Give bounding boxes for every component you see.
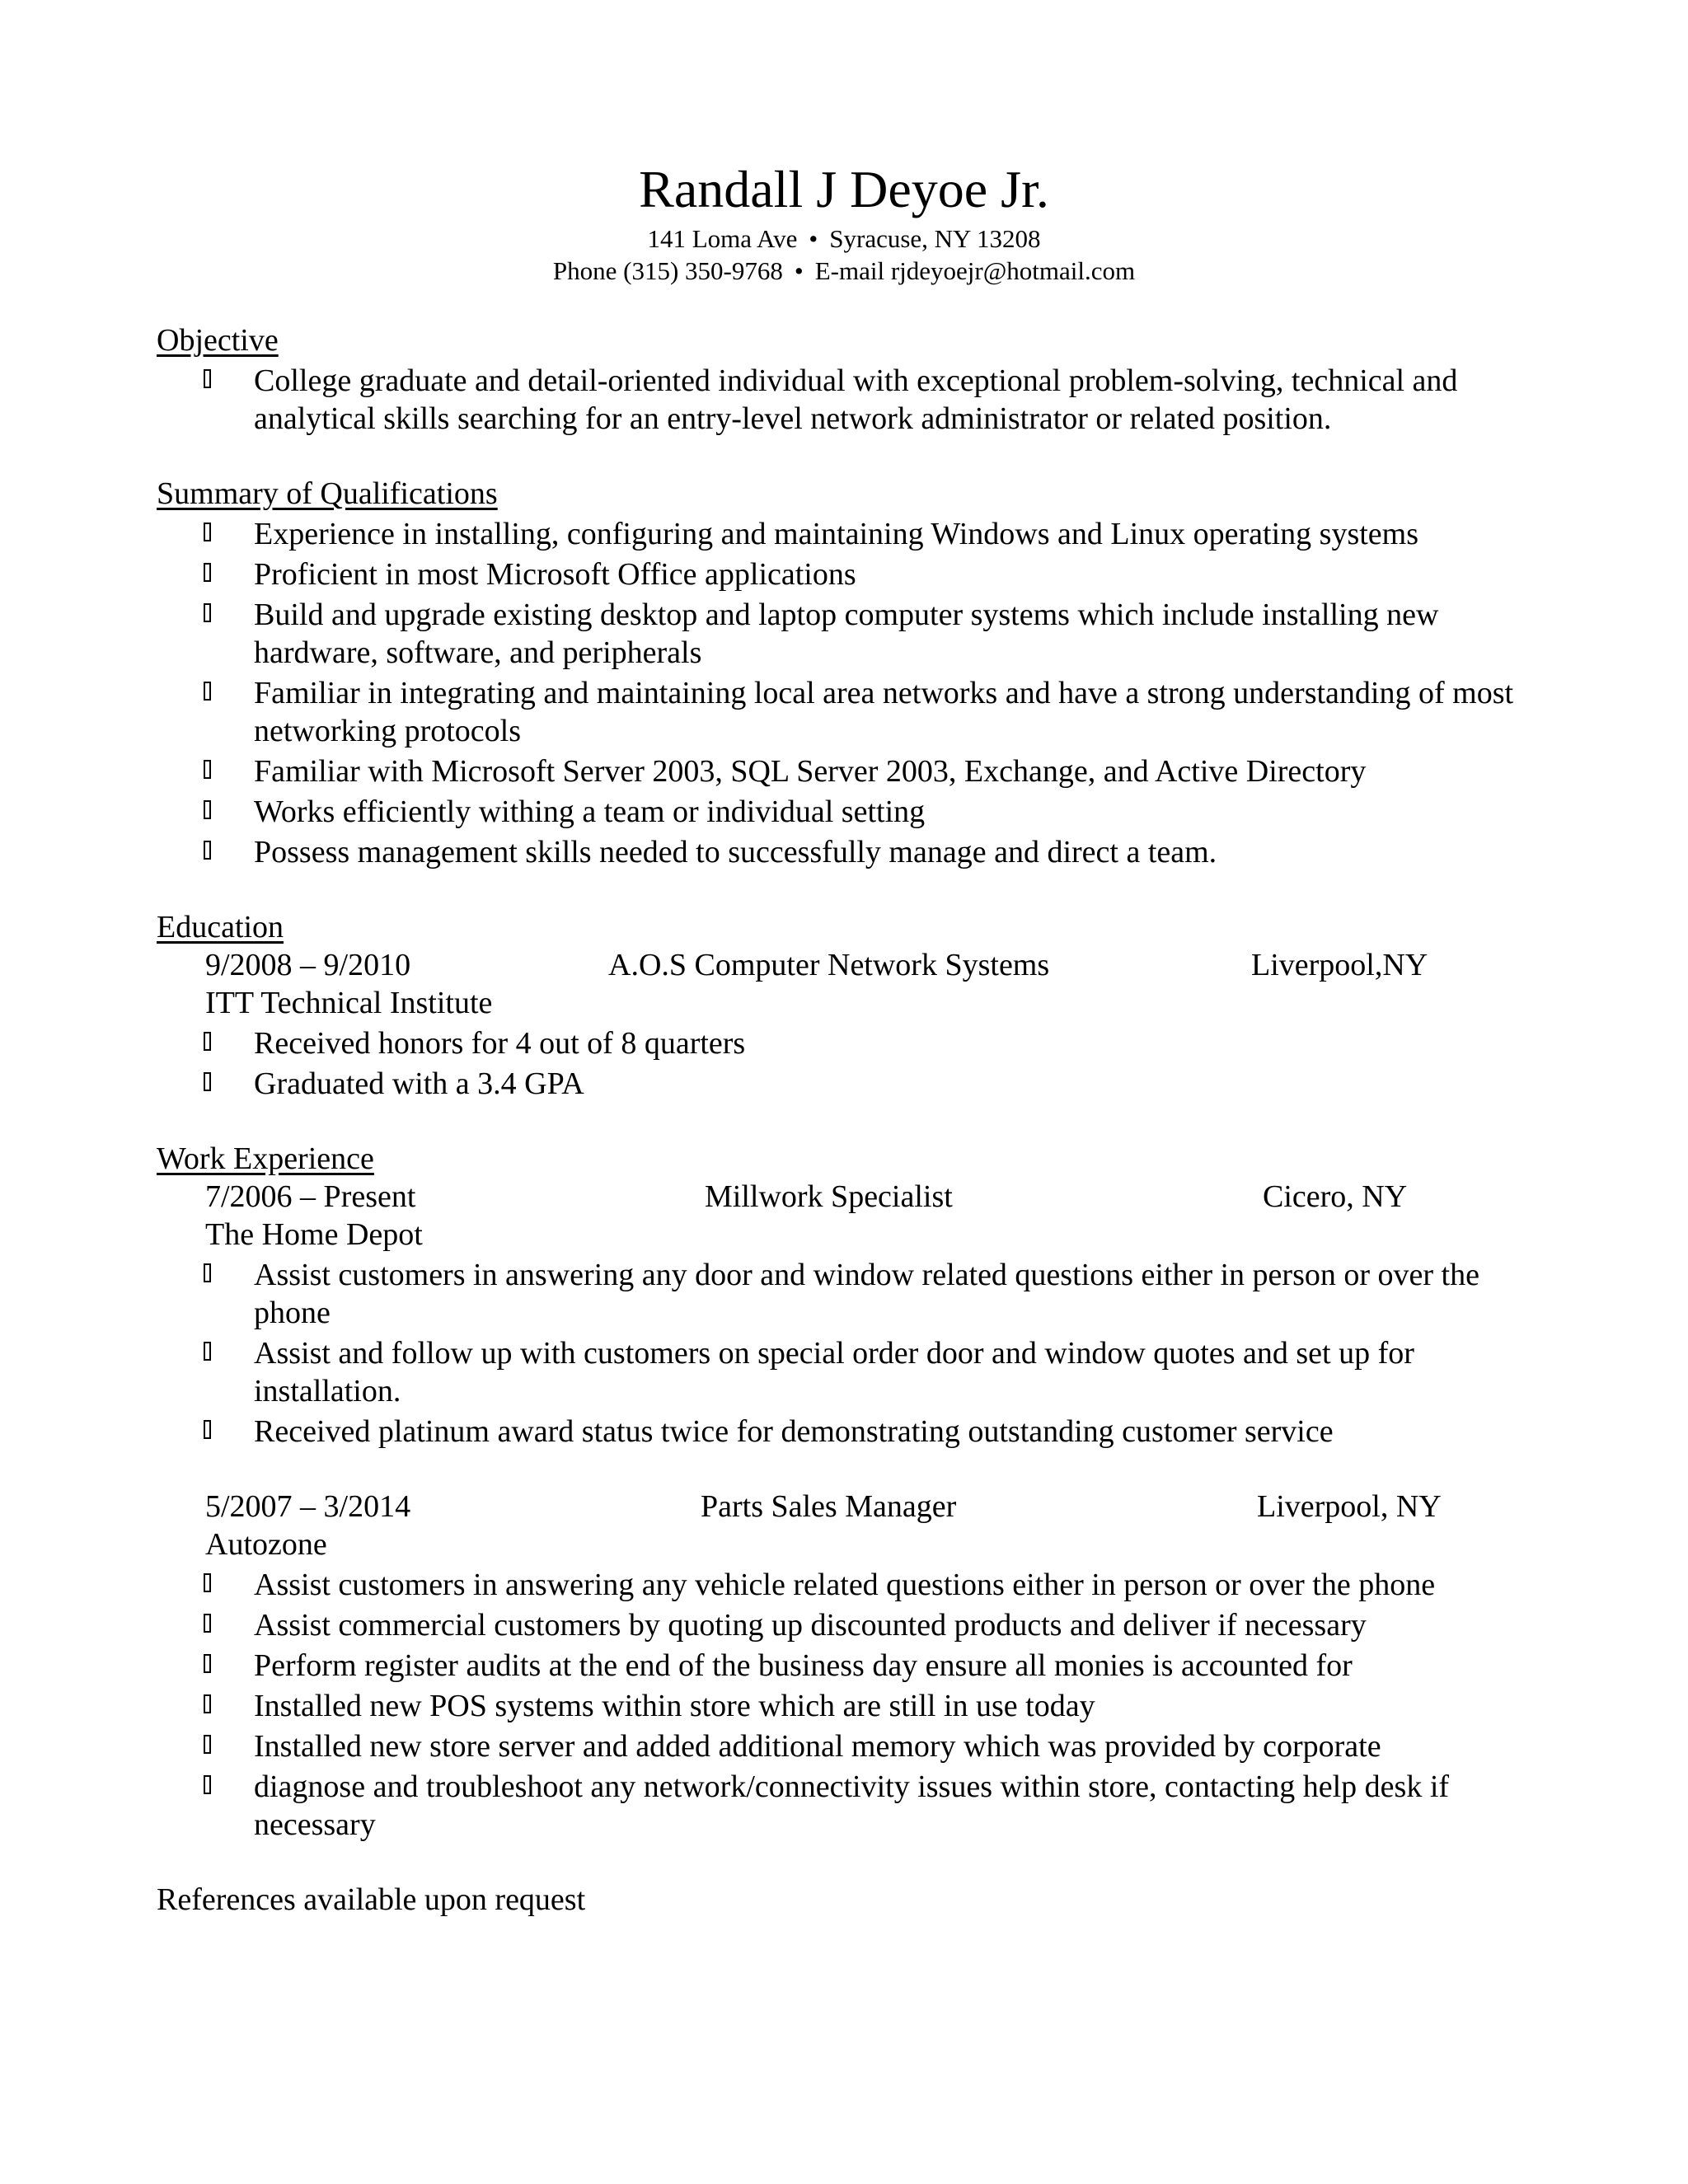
- resume-header: [0, 157, 1688, 287]
- address-line: [0, 223, 1688, 255]
- bullet-box-icon: [204, 1072, 211, 1091]
- list-item-text: Proficient in most Microsoft Office applications: [254, 557, 856, 592]
- list-item: [157, 1647, 1541, 1685]
- list-item: [157, 1687, 1541, 1725]
- qualifications-section: [157, 475, 1541, 871]
- list-item: [157, 833, 1541, 871]
- bullet-box-icon: [204, 1694, 211, 1713]
- section-title-qualifications: Summary of Qualifications: [157, 476, 498, 511]
- list-item-text: Works efficiently withing a team or individual setting: [254, 794, 926, 829]
- bullet-box-icon: [204, 1342, 211, 1361]
- list-item: [157, 1024, 1541, 1062]
- job-dates: 7/2006 – Present: [205, 1179, 416, 1214]
- list-item: [157, 1413, 1541, 1451]
- city-state-zip: Syracuse, NY 13208: [829, 224, 1041, 253]
- list-item: [157, 674, 1541, 750]
- bullet-box-icon: [204, 1573, 211, 1592]
- separator-dot: •: [794, 256, 804, 285]
- bullet-box-icon: [204, 603, 211, 622]
- job-dates: 5/2007 – 3/2014: [205, 1489, 411, 1524]
- list-item-text: diagnose and troubleshoot any network/connectivity issues within store, contacting help desk if necessary: [254, 1769, 1450, 1842]
- list-item-text: Experience in installing, configuring and maintaining Windows and Linux operating systems: [254, 517, 1418, 551]
- candidate-name: Randall J Deyoe Jr.: [639, 160, 1049, 218]
- list-item: [157, 515, 1541, 553]
- education-location: Liverpool,NY: [1251, 948, 1428, 982]
- references-note: References available upon request: [157, 1882, 586, 1917]
- employer-name: Autozone: [205, 1527, 327, 1562]
- list-item-text: Perform register audits at the end of the business day ensure all monies is accounted for: [254, 1648, 1353, 1683]
- list-item-text: College graduate and detail-oriented individual with exceptional problem-solving, technical and analytical skills searching for an entry-level network administrator or related position.: [254, 363, 1458, 436]
- job-duties-list: [157, 1566, 1541, 1844]
- work-section: [157, 1140, 1541, 1844]
- list-item-text: Received honors for 4 out of 8 quarters: [254, 1026, 746, 1061]
- job-role: Millwork Specialist: [705, 1179, 953, 1214]
- bullet-box-icon: [204, 1775, 211, 1794]
- list-item-text: Received platinum award status twice for demonstrating outstanding customer service: [254, 1414, 1334, 1449]
- list-item: [157, 1606, 1541, 1644]
- job-role: Parts Sales Manager: [701, 1489, 957, 1524]
- list-item-text: Installed new store server and added additional memory which was provided by corporate: [254, 1729, 1381, 1764]
- list-item-text: Assist customers in answering any vehicle related questions either in person or over the phone: [254, 1568, 1436, 1602]
- list-item: [157, 1256, 1541, 1332]
- list-item: [157, 1065, 1541, 1103]
- qualifications-list: [157, 515, 1541, 871]
- bullet-box-icon: [204, 682, 211, 701]
- list-item: [157, 752, 1541, 790]
- education-list: [157, 1024, 1541, 1103]
- bullet-box-icon: [204, 1420, 211, 1439]
- bullet-box-icon: [204, 841, 211, 860]
- list-item: [157, 1566, 1541, 1604]
- list-item-text: Assist and follow up with customers on special order door and window quotes and set up for installation.: [254, 1336, 1414, 1408]
- section-title-education: Education: [157, 910, 284, 944]
- education-dates: 9/2008 – 9/2010: [205, 948, 411, 982]
- bullet-box-icon: [204, 563, 211, 582]
- list-item-text: Installed new POS systems within store which are still in use today: [254, 1689, 1095, 1723]
- list-item: [157, 555, 1541, 593]
- bullet-box-icon: [204, 1263, 211, 1282]
- resume-body: [157, 321, 1541, 1919]
- list-item: [157, 1768, 1541, 1844]
- contact-line: [0, 255, 1688, 287]
- list-item-text: Familiar in integrating and maintaining local area networks and have a strong understanding of most networking protocols: [254, 676, 1514, 748]
- list-item: [157, 793, 1541, 831]
- street-address: 141 Loma Ave: [647, 224, 798, 253]
- bullet-box-icon: [204, 800, 211, 819]
- section-title-work: Work Experience: [157, 1141, 374, 1176]
- list-item-text: Possess management skills needed to successfully manage and direct a team.: [254, 835, 1217, 869]
- email-address: E-mail rjdeyoejr@hotmail.com: [814, 256, 1136, 285]
- job-entry-line: [157, 1178, 1541, 1216]
- bullet-box-icon: [204, 760, 211, 779]
- education-section: [157, 908, 1541, 1103]
- separator-dot: •: [809, 224, 818, 253]
- list-item: [157, 362, 1541, 438]
- school-name: ITT Technical Institute: [205, 986, 493, 1020]
- job-location: Liverpool, NY: [1257, 1489, 1442, 1524]
- list-item: [157, 1334, 1541, 1410]
- spacer: [157, 1451, 1541, 1488]
- list-item-text: Assist commercial customers by quoting up discounted products and deliver if necessary: [254, 1608, 1367, 1643]
- job-entry-line: [157, 1488, 1541, 1526]
- job-location: Cicero, NY: [1263, 1179, 1408, 1214]
- list-item-text: Assist customers in answering any door and window related questions either in person or over the phone: [254, 1258, 1479, 1330]
- objective-section: [157, 321, 1541, 438]
- objective-list: [157, 362, 1541, 438]
- list-item-text: Graduated with a 3.4 GPA: [254, 1066, 584, 1101]
- job-duties-list: [157, 1256, 1541, 1451]
- employer-name: The Home Depot: [205, 1217, 423, 1252]
- bullet-box-icon: [204, 523, 211, 541]
- phone-number: Phone (315) 350-9768: [552, 256, 783, 285]
- bullet-box-icon: [204, 1735, 211, 1754]
- bullet-box-icon: [204, 1654, 211, 1673]
- list-item: [157, 1727, 1541, 1765]
- bullet-box-icon: [204, 1032, 211, 1051]
- education-program: A.O.S Computer Network Systems: [608, 948, 1050, 982]
- list-item-text: Familiar with Microsoft Server 2003, SQL Server 2003, Exchange, and Active Directory: [254, 754, 1367, 789]
- list-item: [157, 596, 1541, 672]
- education-entry-line: [157, 946, 1541, 984]
- section-title-objective: Objective: [157, 323, 279, 358]
- bullet-box-icon: [204, 1614, 211, 1633]
- bullet-box-icon: [204, 369, 211, 388]
- list-item-text: Build and upgrade existing desktop and laptop computer systems which include installing new hardware, software, and peripherals: [254, 598, 1439, 670]
